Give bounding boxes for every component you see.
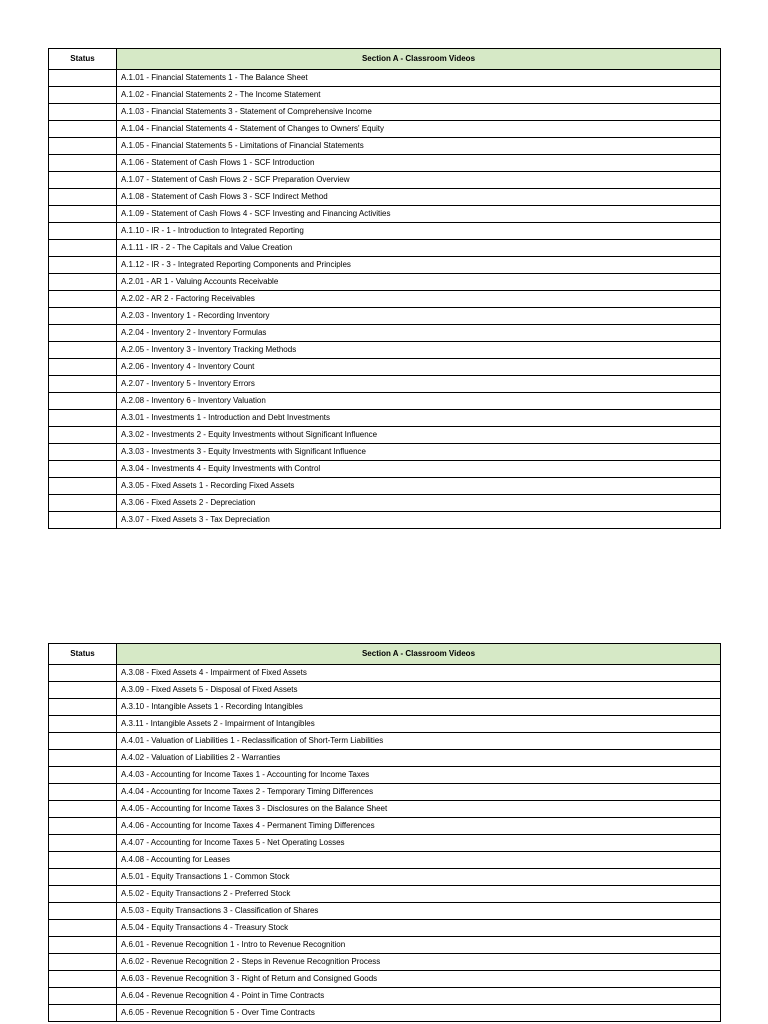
- table-row: [49, 240, 721, 257]
- video-table-2: [48, 643, 721, 1022]
- status-cell[interactable]: [49, 665, 117, 682]
- table-row: [49, 920, 721, 937]
- table-row: [49, 308, 721, 325]
- status-cell[interactable]: [49, 920, 117, 937]
- video-title-cell: A.3.08 - Fixed Assets 4 - Impairment of Fixed Assets: [117, 665, 721, 682]
- table-row: [49, 325, 721, 342]
- video-title-cell: A.4.06 - Accounting for Income Taxes 4 - Permanent Timing Differences: [117, 818, 721, 835]
- table-row: [49, 869, 721, 886]
- status-cell[interactable]: [49, 937, 117, 954]
- video-table-1: [48, 48, 721, 529]
- video-title-cell: A.6.04 - Revenue Recognition 4 - Point in Time Contracts: [117, 988, 721, 1005]
- video-title-cell: A.1.05 - Financial Statements 5 - Limitations of Financial Statements: [117, 138, 721, 155]
- table-row: [49, 716, 721, 733]
- status-cell[interactable]: [49, 240, 117, 257]
- table-row: [49, 937, 721, 954]
- table-body: [49, 70, 721, 529]
- video-title-cell: A.3.01 - Investments 1 - Introduction and Debt Investments: [117, 410, 721, 427]
- status-cell[interactable]: [49, 971, 117, 988]
- video-title-cell: A.1.07 - Statement of Cash Flows 2 - SCF Preparation Overview: [117, 172, 721, 189]
- status-cell[interactable]: [49, 189, 117, 206]
- status-cell[interactable]: [49, 427, 117, 444]
- section-column-header: Section A - Classroom Videos: [117, 644, 721, 665]
- video-title-cell: A.3.10 - Intangible Assets 1 - Recording Intangibles: [117, 699, 721, 716]
- video-title-cell: A.6.05 - Revenue Recognition 5 - Over Time Contracts: [117, 1005, 721, 1022]
- table-row: [49, 359, 721, 376]
- status-cell[interactable]: [49, 1005, 117, 1022]
- video-title-cell: A.6.01 - Revenue Recognition 1 - Intro to Revenue Recognition: [117, 937, 721, 954]
- status-cell[interactable]: [49, 512, 117, 529]
- video-title-cell: A.2.03 - Inventory 1 - Recording Inventory: [117, 308, 721, 325]
- video-title-cell: A.1.02 - Financial Statements 2 - The Income Statement: [117, 87, 721, 104]
- status-cell[interactable]: [49, 291, 117, 308]
- table-row: [49, 121, 721, 138]
- video-title-cell: A.2.06 - Inventory 4 - Inventory Count: [117, 359, 721, 376]
- video-title-cell: A.3.05 - Fixed Assets 1 - Recording Fixed Assets: [117, 478, 721, 495]
- status-cell[interactable]: [49, 869, 117, 886]
- status-cell[interactable]: [49, 325, 117, 342]
- table-row: [49, 155, 721, 172]
- table-row: [49, 495, 721, 512]
- table-row: [49, 682, 721, 699]
- video-title-cell: A.2.05 - Inventory 3 - Inventory Tracking Methods: [117, 342, 721, 359]
- table-row: [49, 223, 721, 240]
- table-row: [49, 87, 721, 104]
- video-title-cell: A.3.06 - Fixed Assets 2 - Depreciation: [117, 495, 721, 512]
- table-row: [49, 393, 721, 410]
- table-row: [49, 512, 721, 529]
- status-cell[interactable]: [49, 138, 117, 155]
- status-cell[interactable]: [49, 699, 117, 716]
- video-title-cell: A.3.11 - Intangible Assets 2 - Impairment of Intangibles: [117, 716, 721, 733]
- table-row: [49, 818, 721, 835]
- video-title-cell: A.4.02 - Valuation of Liabilities 2 - Warranties: [117, 750, 721, 767]
- table-row: [49, 886, 721, 903]
- table-row: [49, 206, 721, 223]
- status-cell[interactable]: [49, 393, 117, 410]
- status-cell[interactable]: [49, 359, 117, 376]
- table-row: [49, 376, 721, 393]
- table-row: [49, 70, 721, 87]
- status-cell[interactable]: [49, 835, 117, 852]
- video-title-cell: A.4.01 - Valuation of Liabilities 1 - Reclassification of Short-Term Liabilities: [117, 733, 721, 750]
- video-title-cell: A.3.04 - Investments 4 - Equity Investments with Control: [117, 461, 721, 478]
- table-header-row: [49, 49, 721, 70]
- table-row: [49, 410, 721, 427]
- status-cell[interactable]: [49, 750, 117, 767]
- status-cell[interactable]: [49, 308, 117, 325]
- table-body: [49, 665, 721, 1022]
- video-title-cell: A.4.03 - Accounting for Income Taxes 1 - Accounting for Income Taxes: [117, 767, 721, 784]
- status-cell[interactable]: [49, 733, 117, 750]
- status-cell[interactable]: [49, 784, 117, 801]
- table-row: [49, 1005, 721, 1022]
- table-row: [49, 988, 721, 1005]
- video-title-cell: A.1.06 - Statement of Cash Flows 1 - SCF Introduction: [117, 155, 721, 172]
- video-title-cell: A.4.07 - Accounting for Income Taxes 5 - Net Operating Losses: [117, 835, 721, 852]
- video-title-cell: A.5.01 - Equity Transactions 1 - Common Stock: [117, 869, 721, 886]
- status-cell[interactable]: [49, 257, 117, 274]
- video-title-cell: A.3.07 - Fixed Assets 3 - Tax Depreciation: [117, 512, 721, 529]
- video-title-cell: A.6.03 - Revenue Recognition 3 - Right of Return and Consigned Goods: [117, 971, 721, 988]
- status-cell[interactable]: [49, 121, 117, 138]
- video-title-cell: A.2.02 - AR 2 - Factoring Receivables: [117, 291, 721, 308]
- table-row: [49, 971, 721, 988]
- table-row: [49, 291, 721, 308]
- table-row: [49, 172, 721, 189]
- video-title-cell: A.4.08 - Accounting for Leases: [117, 852, 721, 869]
- table-row: [49, 767, 721, 784]
- table-row: [49, 784, 721, 801]
- video-title-cell: A.3.09 - Fixed Assets 5 - Disposal of Fixed Assets: [117, 682, 721, 699]
- status-cell[interactable]: [49, 495, 117, 512]
- status-cell[interactable]: [49, 223, 117, 240]
- video-title-cell: A.1.04 - Financial Statements 4 - Statement of Changes to Owners' Equity: [117, 121, 721, 138]
- status-cell[interactable]: [49, 461, 117, 478]
- video-title-cell: A.4.04 - Accounting for Income Taxes 2 - Temporary Timing Differences: [117, 784, 721, 801]
- status-cell[interactable]: [49, 682, 117, 699]
- table-row: [49, 444, 721, 461]
- status-column-header: Status: [49, 644, 117, 665]
- status-cell[interactable]: [49, 376, 117, 393]
- table-row: [49, 835, 721, 852]
- status-cell[interactable]: [49, 886, 117, 903]
- table-row: [49, 852, 721, 869]
- status-cell[interactable]: [49, 70, 117, 87]
- video-title-cell: A.1.08 - Statement of Cash Flows 3 - SCF Indirect Method: [117, 189, 721, 206]
- video-title-cell: A.2.04 - Inventory 2 - Inventory Formulas: [117, 325, 721, 342]
- status-column-header: Status: [49, 49, 117, 70]
- status-cell[interactable]: [49, 274, 117, 291]
- status-cell[interactable]: [49, 903, 117, 920]
- table-row: [49, 801, 721, 818]
- status-cell[interactable]: [49, 988, 117, 1005]
- status-cell[interactable]: [49, 206, 117, 223]
- status-cell[interactable]: [49, 104, 117, 121]
- video-title-cell: A.3.03 - Investments 3 - Equity Investments with Significant Influence: [117, 444, 721, 461]
- video-title-cell: A.1.01 - Financial Statements 1 - The Balance Sheet: [117, 70, 721, 87]
- video-title-cell: A.2.01 - AR 1 - Valuing Accounts Receivable: [117, 274, 721, 291]
- video-title-cell: A.2.07 - Inventory 5 - Inventory Errors: [117, 376, 721, 393]
- video-title-cell: A.4.05 - Accounting for Income Taxes 3 - Disclosures on the Balance Sheet: [117, 801, 721, 818]
- video-title-cell: A.1.12 - IR - 3 - Integrated Reporting Components and Principles: [117, 257, 721, 274]
- table-row: [49, 478, 721, 495]
- table-row: [49, 733, 721, 750]
- status-cell[interactable]: [49, 478, 117, 495]
- table-row: [49, 699, 721, 716]
- table-row: [49, 903, 721, 920]
- status-cell[interactable]: [49, 954, 117, 971]
- table-row: [49, 750, 721, 767]
- table-row: [49, 138, 721, 155]
- table-row: [49, 189, 721, 206]
- video-title-cell: A.2.08 - Inventory 6 - Inventory Valuation: [117, 393, 721, 410]
- video-title-cell: A.3.02 - Investments 2 - Equity Investments without Significant Influence: [117, 427, 721, 444]
- video-title-cell: A.1.10 - IR - 1 - Introduction to Integrated Reporting: [117, 223, 721, 240]
- video-title-cell: A.1.09 - Statement of Cash Flows 4 - SCF Investing and Financing Activities: [117, 206, 721, 223]
- status-cell[interactable]: [49, 155, 117, 172]
- status-cell[interactable]: [49, 767, 117, 784]
- video-title-cell: A.5.03 - Equity Transactions 3 - Classification of Shares: [117, 903, 721, 920]
- video-title-cell: A.1.11 - IR - 2 - The Capitals and Value Creation: [117, 240, 721, 257]
- status-cell[interactable]: [49, 87, 117, 104]
- status-cell[interactable]: [49, 444, 117, 461]
- section-column-header: Section A - Classroom Videos: [117, 49, 721, 70]
- table-row: [49, 104, 721, 121]
- table-row: [49, 274, 721, 291]
- status-cell[interactable]: [49, 172, 117, 189]
- status-cell[interactable]: [49, 818, 117, 835]
- status-cell[interactable]: [49, 852, 117, 869]
- status-cell[interactable]: [49, 716, 117, 733]
- table-row: [49, 427, 721, 444]
- table-row: [49, 461, 721, 478]
- table-row: [49, 665, 721, 682]
- status-cell[interactable]: [49, 801, 117, 818]
- video-title-cell: A.1.03 - Financial Statements 3 - Statement of Comprehensive Income: [117, 104, 721, 121]
- status-cell[interactable]: [49, 410, 117, 427]
- video-title-cell: A.5.02 - Equity Transactions 2 - Preferred Stock: [117, 886, 721, 903]
- table-header-row: [49, 644, 721, 665]
- table-row: [49, 954, 721, 971]
- table-row: [49, 257, 721, 274]
- video-title-cell: A.6.02 - Revenue Recognition 2 - Steps in Revenue Recognition Process: [117, 954, 721, 971]
- status-cell[interactable]: [49, 342, 117, 359]
- table-row: [49, 342, 721, 359]
- video-title-cell: A.5.04 - Equity Transactions 4 - Treasury Stock: [117, 920, 721, 937]
